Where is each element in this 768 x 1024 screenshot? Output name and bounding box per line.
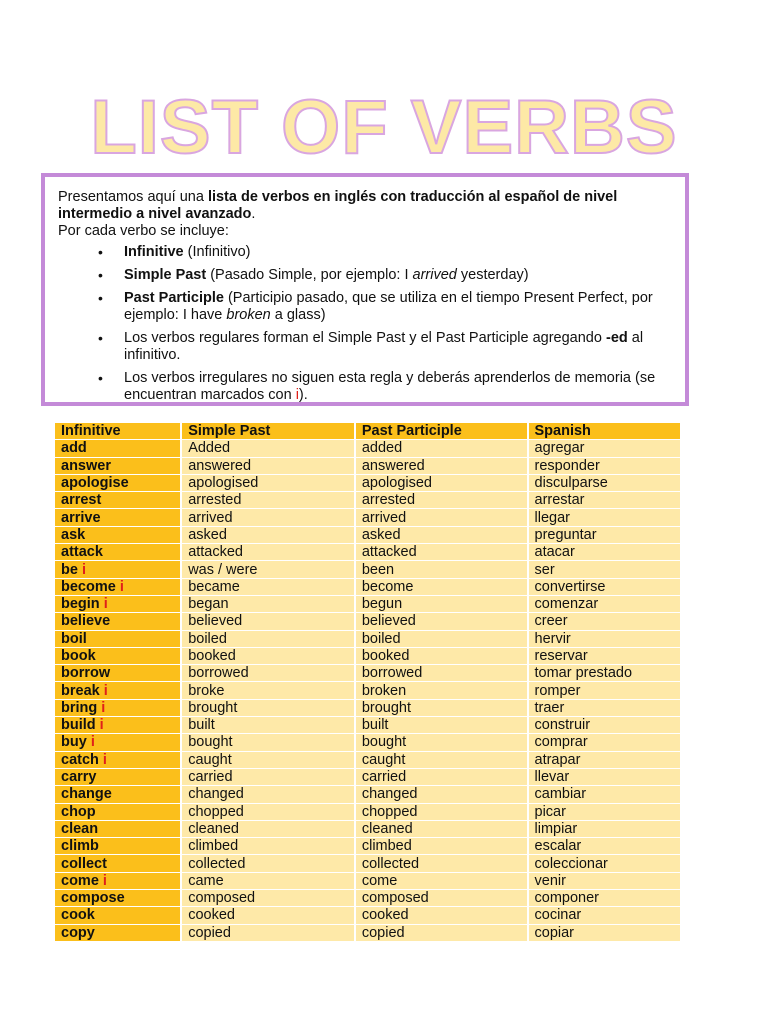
bullet-text: Los verbos irregulares no siguen esta regla y deberás aprenderlos de memoria (se encuentran marcados con <box>124 370 656 403</box>
cell-past-participle: carried <box>354 769 527 785</box>
cell-simple-past: built <box>180 717 354 733</box>
bullet-text: yesterday) <box>456 267 529 283</box>
infinitive-text: arrest <box>61 492 102 509</box>
table-row <box>55 717 680 733</box>
cell-simple-past: chopped <box>180 804 354 820</box>
infinitive-text: add <box>61 440 87 457</box>
cell-spanish: venir <box>527 873 681 889</box>
cell-infinitive <box>55 890 180 906</box>
cell-past-participle: attacked <box>354 544 527 560</box>
table-row <box>55 734 680 750</box>
cell-spanish: hervir <box>527 631 681 647</box>
infinitive-text: chop <box>61 803 96 820</box>
cell-infinitive <box>55 907 180 923</box>
cell-simple-past: booked <box>180 648 354 664</box>
cell-spanish: llevar <box>527 769 681 785</box>
irregular-mark: i <box>103 596 108 613</box>
table-row <box>55 475 680 491</box>
bullet-italic: broken <box>226 307 271 323</box>
cell-spanish: llegar <box>527 509 681 525</box>
irregular-mark: i <box>103 682 108 699</box>
intro-box <box>41 173 689 406</box>
list-item-infinitive <box>124 244 671 261</box>
cell-past-participle: broken <box>354 682 527 698</box>
cell-simple-past: boiled <box>180 631 354 647</box>
cell-infinitive <box>55 596 180 612</box>
irregular-mark: i <box>90 734 95 751</box>
cell-spanish: disculparse <box>527 475 681 491</box>
cell-spanish: comprar <box>527 734 681 750</box>
intro-lead: Por cada verbo se incluye: <box>58 223 229 239</box>
cell-past-participle: booked <box>354 648 527 664</box>
cell-simple-past: arrived <box>180 509 354 525</box>
table-row <box>55 631 680 647</box>
bullet-bold: Simple Past <box>124 267 207 283</box>
table-row <box>55 579 680 595</box>
cell-simple-past: carried <box>180 769 354 785</box>
irregular-mark: i <box>119 578 124 595</box>
cell-spanish: agregar <box>527 440 681 456</box>
table-row <box>55 509 680 525</box>
irregular-mark: i <box>101 699 106 716</box>
cell-simple-past: apologised <box>180 475 354 491</box>
table-row <box>55 838 680 854</box>
intro-bold-text: lista de verbos en inglés con traducción al español de nivel intermedio a nivel avanzado <box>58 189 618 222</box>
infinitive-text: bring <box>61 699 98 716</box>
infinitive-text: believe <box>61 613 111 630</box>
table-row <box>55 527 680 543</box>
cell-infinitive <box>55 475 180 491</box>
cell-simple-past: broke <box>180 682 354 698</box>
cell-past-participle: collected <box>354 855 527 871</box>
table-row <box>55 907 680 923</box>
cell-past-participle: been <box>354 561 527 577</box>
infinitive-text: ask <box>61 526 86 543</box>
infinitive-text: collect <box>61 855 107 872</box>
cell-simple-past: bought <box>180 734 354 750</box>
cell-infinitive <box>55 700 180 716</box>
list-item-simple-past <box>124 267 671 284</box>
list-item-past-participle <box>124 290 671 324</box>
infinitive-text: apologise <box>61 475 129 492</box>
cell-past-participle: climbed <box>354 838 527 854</box>
cell-infinitive <box>55 631 180 647</box>
cell-past-participle: chopped <box>354 804 527 820</box>
infinitive-text: be <box>61 561 78 578</box>
cell-infinitive <box>55 838 180 854</box>
bullet-bold: Past Participle <box>124 290 224 306</box>
cell-simple-past: became <box>180 579 354 595</box>
cell-past-participle: arrested <box>354 492 527 508</box>
cell-spanish: copiar <box>527 925 681 941</box>
cell-infinitive <box>55 734 180 750</box>
infinitive-text: borrow <box>61 665 111 682</box>
cell-past-participle: boiled <box>354 631 527 647</box>
intro-paragraph <box>58 189 671 223</box>
cell-simple-past: climbed <box>180 838 354 854</box>
cell-infinitive <box>55 561 180 577</box>
cell-infinitive <box>55 752 180 768</box>
cell-spanish: limpiar <box>527 821 681 837</box>
cell-spanish: creer <box>527 613 681 629</box>
infinitive-text: arrive <box>61 509 101 526</box>
cell-spanish: atrapar <box>527 752 681 768</box>
table-header-row <box>55 423 680 439</box>
table-row <box>55 752 680 768</box>
cell-simple-past: cleaned <box>180 821 354 837</box>
irregular-mark: i <box>81 561 86 578</box>
cell-spanish: picar <box>527 804 681 820</box>
cell-past-participle: borrowed <box>354 665 527 681</box>
cell-spanish: atacar <box>527 544 681 560</box>
cell-past-participle: become <box>354 579 527 595</box>
cell-spanish: escalar <box>527 838 681 854</box>
cell-spanish: cambiar <box>527 786 681 802</box>
infinitive-text: boil <box>61 630 87 647</box>
infinitive-text: break <box>61 682 100 699</box>
cell-infinitive <box>55 769 180 785</box>
cell-simple-past: asked <box>180 527 354 543</box>
cell-past-participle: asked <box>354 527 527 543</box>
cell-past-participle: begun <box>354 596 527 612</box>
cell-simple-past: began <box>180 596 354 612</box>
cell-simple-past: borrowed <box>180 665 354 681</box>
cell-past-participle: composed <box>354 890 527 906</box>
cell-past-participle: built <box>354 717 527 733</box>
cell-spanish: tomar prestado <box>527 665 681 681</box>
table-row <box>55 648 680 664</box>
irregular-mark: i <box>99 717 104 734</box>
cell-infinitive <box>55 821 180 837</box>
cell-infinitive <box>55 804 180 820</box>
cell-simple-past: came <box>180 873 354 889</box>
irregular-mark: i <box>102 872 107 889</box>
bullet-text: ). <box>298 387 308 403</box>
header-spanish: Spanish <box>527 423 681 439</box>
table-row <box>55 440 680 456</box>
table-row <box>55 544 680 560</box>
cell-past-participle: added <box>354 440 527 456</box>
cell-past-participle: come <box>354 873 527 889</box>
infinitive-text: build <box>61 717 96 734</box>
bullet-text: (Participio pasado, que se utiliza en el tiempo Present Perfect, por ejemplo: I have <box>124 290 653 323</box>
cell-past-participle: bought <box>354 734 527 750</box>
bullet-text: Los verbos regulares forman el Simple Past y el Past Participle agregando <box>124 330 606 346</box>
table-body <box>55 440 680 941</box>
intro-text-end: . <box>251 206 256 222</box>
infinitive-text: compose <box>61 890 125 907</box>
cell-simple-past: changed <box>180 786 354 802</box>
cell-past-participle: cooked <box>354 907 527 923</box>
page-title: LIST OF VERBS <box>90 85 678 170</box>
cell-infinitive <box>55 544 180 560</box>
bullet-text: (Infinitivo) <box>183 244 251 260</box>
cell-spanish: cocinar <box>527 907 681 923</box>
bullet-italic: arrived <box>412 267 457 283</box>
cell-spanish: responder <box>527 458 681 474</box>
cell-spanish: componer <box>527 890 681 906</box>
infinitive-text: begin <box>61 596 100 613</box>
cell-simple-past: was / were <box>180 561 354 577</box>
table-row <box>55 665 680 681</box>
infinitive-text: clean <box>61 820 99 837</box>
table-row <box>55 804 680 820</box>
infinitive-text: change <box>61 786 112 803</box>
verbs-table <box>55 422 680 942</box>
table-row <box>55 561 680 577</box>
table-row <box>55 786 680 802</box>
bullet-text: (Pasado Simple, por ejemplo: I <box>206 267 413 283</box>
cell-spanish: romper <box>527 682 681 698</box>
cell-simple-past: believed <box>180 613 354 629</box>
bullet-text: al infinitivo. <box>124 330 644 363</box>
cell-past-participle: answered <box>354 458 527 474</box>
infinitive-text: answer <box>61 457 111 474</box>
table-row <box>55 682 680 698</box>
table-row <box>55 596 680 612</box>
cell-infinitive <box>55 855 180 871</box>
cell-spanish: reservar <box>527 648 681 664</box>
cell-infinitive <box>55 925 180 941</box>
bullet-bold: Infinitive <box>124 244 184 260</box>
table-row <box>55 873 680 889</box>
header-infinitive: Infinitive <box>55 423 180 439</box>
table-row <box>55 458 680 474</box>
infinitive-text: catch <box>61 751 99 768</box>
table-row <box>55 890 680 906</box>
cell-spanish: arrestar <box>527 492 681 508</box>
table-row <box>55 821 680 837</box>
cell-spanish: ser <box>527 561 681 577</box>
list-item-regular-verbs <box>124 330 671 364</box>
cell-infinitive <box>55 613 180 629</box>
cell-spanish: preguntar <box>527 527 681 543</box>
cell-past-participle: copied <box>354 925 527 941</box>
cell-past-participle: apologised <box>354 475 527 491</box>
cell-simple-past: Added <box>180 440 354 456</box>
cell-past-participle: arrived <box>354 509 527 525</box>
cell-spanish: convertirse <box>527 579 681 595</box>
cell-past-participle: believed <box>354 613 527 629</box>
cell-past-participle: caught <box>354 752 527 768</box>
cell-infinitive <box>55 527 180 543</box>
cell-infinitive <box>55 665 180 681</box>
header-past-participle: Past Participle <box>354 423 527 439</box>
table-row <box>55 769 680 785</box>
cell-spanish: traer <box>527 700 681 716</box>
list-item-irregular-verbs <box>124 370 671 404</box>
intro-text: Presentamos aquí una <box>58 189 208 205</box>
infinitive-text: climb <box>61 838 99 855</box>
irregular-mark: i <box>295 387 299 403</box>
cell-past-participle: brought <box>354 700 527 716</box>
cell-spanish: construir <box>527 717 681 733</box>
cell-simple-past: composed <box>180 890 354 906</box>
infinitive-text: become <box>61 578 116 595</box>
table-row <box>55 925 680 941</box>
cell-infinitive <box>55 786 180 802</box>
cell-simple-past: caught <box>180 752 354 768</box>
cell-infinitive <box>55 579 180 595</box>
cell-simple-past: attacked <box>180 544 354 560</box>
bullet-text: a glass) <box>270 307 326 323</box>
cell-simple-past: cooked <box>180 907 354 923</box>
cell-infinitive <box>55 648 180 664</box>
intro-list <box>58 244 671 404</box>
bullet-bold: -ed <box>605 330 628 346</box>
header-simple-past: Simple Past <box>180 423 354 439</box>
cell-simple-past: brought <box>180 700 354 716</box>
cell-past-participle: changed <box>354 786 527 802</box>
table-row <box>55 613 680 629</box>
cell-past-participle: cleaned <box>354 821 527 837</box>
infinitive-text: copy <box>61 924 95 941</box>
table-row <box>55 855 680 871</box>
infinitive-text: buy <box>61 734 87 751</box>
infinitive-text: cook <box>61 907 95 924</box>
cell-simple-past: arrested <box>180 492 354 508</box>
table-row <box>55 700 680 716</box>
infinitive-text: attack <box>61 544 103 561</box>
cell-infinitive <box>55 682 180 698</box>
infinitive-text: come <box>61 872 99 889</box>
cell-infinitive <box>55 492 180 508</box>
cell-simple-past: copied <box>180 925 354 941</box>
cell-simple-past: answered <box>180 458 354 474</box>
cell-infinitive <box>55 440 180 456</box>
cell-infinitive <box>55 873 180 889</box>
cell-spanish: coleccionar <box>527 855 681 871</box>
table-row <box>55 492 680 508</box>
cell-infinitive <box>55 509 180 525</box>
irregular-mark: i <box>102 751 107 768</box>
cell-simple-past: collected <box>180 855 354 871</box>
cell-infinitive <box>55 717 180 733</box>
cell-infinitive <box>55 458 180 474</box>
infinitive-text: carry <box>61 769 97 786</box>
infinitive-text: book <box>61 648 96 664</box>
cell-spanish: comenzar <box>527 596 681 612</box>
